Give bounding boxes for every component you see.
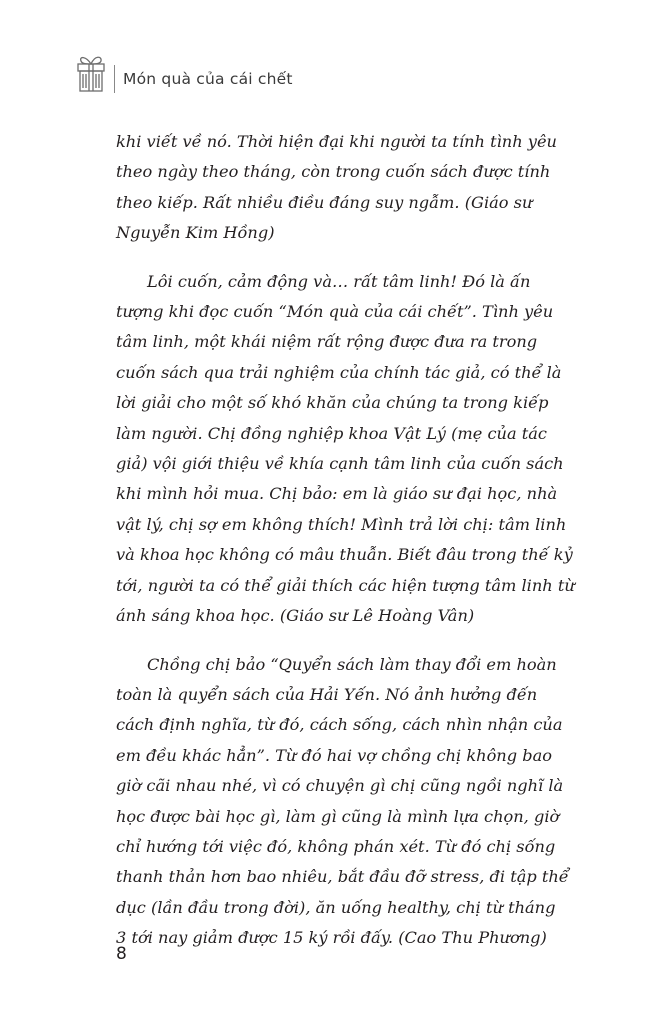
text-line: thanh thản hơn bao nhiêu, bắt đầu đỡ stress, đi tập thể [116,867,569,887]
gift-icon [74,50,108,94]
text-line: chỉ hướng tới việc đó, không phán xét. Từ đó chị sống [116,836,556,856]
text-line: tượng khi đọc cuốn “Món quà của cái chết”. Tình yêu [116,302,554,322]
text-line: em đều khác hẳn”. Từ đó hai vợ chồng chị không bao [116,745,553,765]
running-header [74,50,293,94]
text-line: tới, người ta có thể giải thích các hiện tượng tâm linh từ [116,575,575,595]
text-line: theo kiếp. Rất nhiều điều đáng suy ngẫm. (Giáo sư [116,192,533,212]
text-line: Chồng chị bảo “Quyển sách làm thay đổi em hoàn [147,654,557,674]
text-line: ánh sáng khoa học. (Giáo sư Lê Hoàng Vân) [116,606,475,626]
text-line: toàn là quyển sách của Hải Yến. Nó ảnh hưởng đến [116,684,538,704]
text-line: Lôi cuốn, cảm động và… rất tâm linh! Đó là ấn [147,271,531,291]
text-line: vật lý, chị sợ em không thích! Mình trả lời chị: tâm linh [116,514,567,534]
paragraph-2 [116,267,575,632]
header-divider [114,65,115,93]
text-line: giả) vội giới thiệu về khía cạnh tâm linh của cuốn sách [116,454,564,474]
text-line: dục (lần đầu trong đời), ăn uống healthy, chị từ tháng [116,897,556,917]
text-line: giờ cãi nhau nhé, vì có chuyện gì chị cũng ngồi nghĩ là [116,776,564,796]
text-line: Nguyễn Kim Hồng) [116,223,275,243]
body-text [116,127,575,972]
text-line: học được bài học gì, làm gì cũng là mình lựa chọn, giờ [116,806,560,826]
text-line: khi mình hỏi mua. Chị bảo: em là giáo sư đại học, nhà [116,484,558,504]
paragraph-1 [116,127,558,249]
text-line: cuốn sách qua trải nghiệm của chính tác giả, có thể là [116,362,562,382]
text-line: khi viết về nó. Thời hiện đại khi người ta tính tình yêu [116,132,557,151]
page-number: 8 [116,944,127,964]
text-line: 3 tới nay giảm được 15 ký rồi đấy. (Cao Thu Phương) [116,928,547,948]
book-title: Món quà của cái chết [123,70,293,88]
text-line: lời giải cho một số khó khăn của chúng ta trong kiếp [116,393,549,413]
text-line: theo ngày theo tháng, còn trong cuốn sách được tính [116,162,551,182]
text-line: và khoa học không có mâu thuẫn. Biết đâu trong thế kỷ [116,545,573,565]
text-line: tâm linh, một khái niệm rất rộng được đưa ra trong [116,332,538,352]
text-line: cách định nghĩa, từ đó, cách sống, cách nhìn nhận của [116,715,563,735]
paragraph-3 [116,650,569,954]
text-line: làm người. Chị đồng nghiệp khoa Vật Lý (mẹ của tác [116,423,547,443]
